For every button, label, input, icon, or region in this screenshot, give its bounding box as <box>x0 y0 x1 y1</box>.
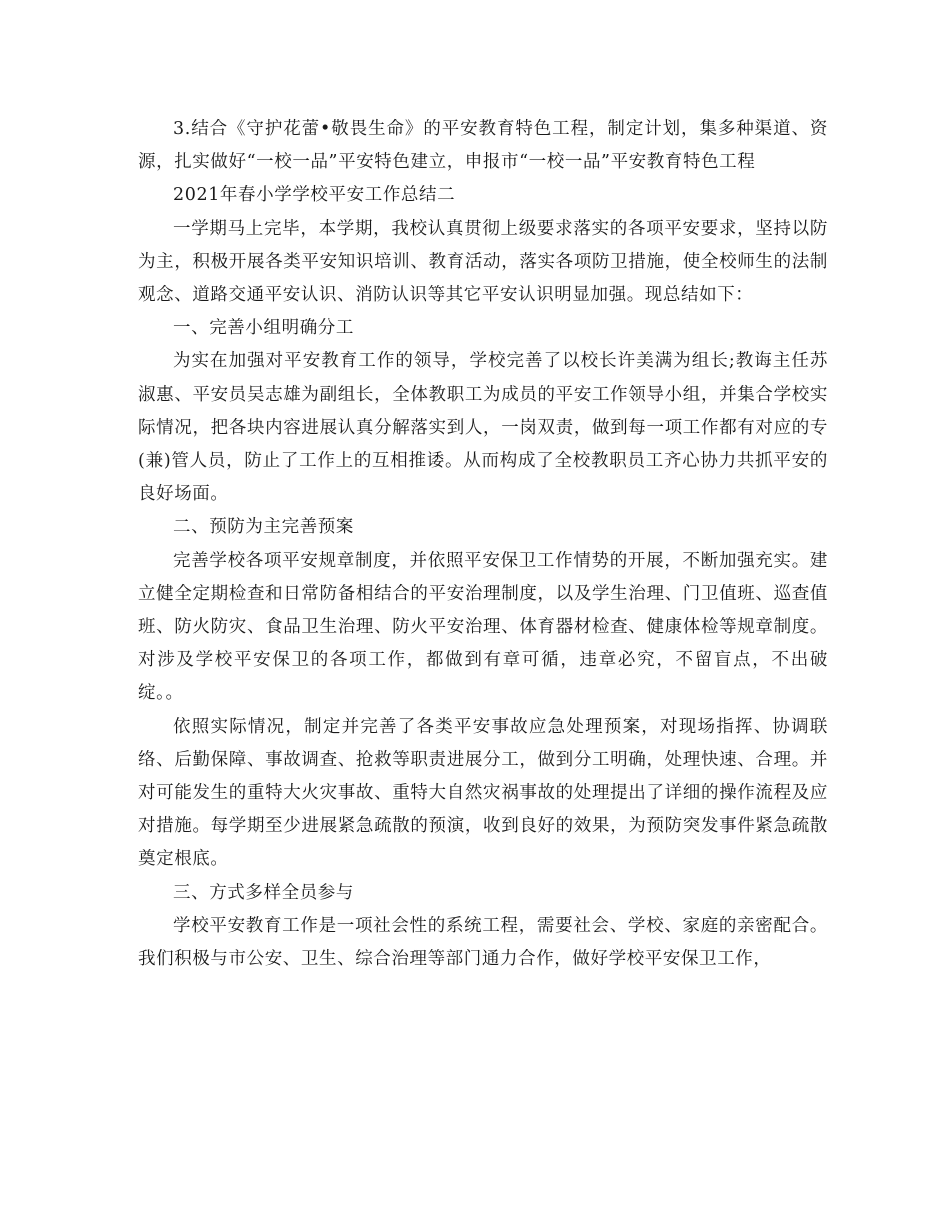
heading-one: 一、完善小组明确分工 <box>173 318 354 339</box>
document-body <box>138 113 828 976</box>
paragraph-emergency-plans: 依照实际情况，制定并完善了各类平安事故应急处理预案，对现场指挥、协调联络、后勤保障、事故调查、抢救等职责进展分工，做到分工明确，处理快速、合理。并对可能发生的重特大火灾事故、重特大自然灾祸事故的处理提出了详细的操作流程及应对措施。每学期至少进展紧急疏散的预演，收到良好的效果，为预防突发事件紧急疏散奠定根底。 <box>138 716 828 870</box>
heading-three: 三、方式多样全员参与 <box>173 882 354 903</box>
paragraph-regulations: 完善学校各项平安规章制度，并依照平安保卫工作情势的开展，不断加强充实。建立健全定期检查和日常防备相结合的平安治理制度，以及学生治理、门卫值班、巡查值班、防火防灾、食品卫生治理、防火平安治理、体育器材检查、健康体检等规章制度。对涉及学校平安保卫的各项工作，都做到有章可循，违章必究，不留盲点，不出破绽。。 <box>138 550 828 704</box>
paragraph-item-3-plan: 3.结合《守护花蕾•敬畏生命》的平安教育特色工程，制定计划，集多种渠道、资源，扎实做好“一校一品”平安特色建立，申报市“一校一品”平安教育特色工程 <box>138 119 828 173</box>
heading-two: 二、预防为主完善预案 <box>173 517 354 538</box>
paragraph-leadership: 为实在加强对平安教育工作的领导，学校完善了以校长许美满为组长;教诲主任苏淑惠、平安员吴志雄为副组长，全体教职工为成员的平安工作领导小组，并集合学校实际情况，把各块内容进展认真分解落实到人，一岗双责，做到每一项工作都有对应的专(兼)管人员，防止了工作上的互相推诿。从而构成了全校教职员工齐心协力共抓平安的良好场面。 <box>138 351 828 505</box>
paragraph-cooperation: 学校平安教育工作是一项社会性的系统工程，需要社会、学校、家庭的亲密配合。我们积极与市公安、卫生、综合治理等部门通力合作，做好学校平安保卫工作， <box>138 915 828 970</box>
intro-paragraph: 一学期马上完毕，本学期，我校认真贯彻上级要求落实的各项平安要求，坚持以防为主，积极开展各类平安知识培训、教育活动，落实各项防卫措施，使全校师生的法制观念、道路交通平安认识、消防认识等其它平安认识明显加强。现总结如下： <box>138 218 828 306</box>
section-title-summary-two: 2021年春小学学校平安工作总结二 <box>173 185 456 206</box>
